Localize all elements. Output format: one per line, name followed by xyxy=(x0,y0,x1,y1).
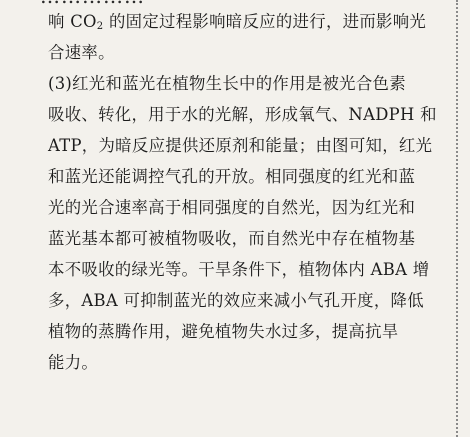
text-line-5: ATP，为暗反应提供还原剂和能量；由图可知，红光 xyxy=(48,136,433,155)
text-line-3: (3)红光和蓝光在植物生长中的作用是被光合色素 xyxy=(48,74,406,93)
text-line-7: 光的光合速率高于相同强度的自然光，因为红光和 xyxy=(48,198,416,217)
text-line-11: 植物的蒸腾作用，避免植物失水过多，提高抗旱 xyxy=(48,322,399,341)
text-line-10: 多，ABA 可抑制蓝光的效应来减小气孔开度，降低 xyxy=(48,291,424,310)
dotted-margin-rule xyxy=(456,0,458,437)
text-line-8: 蓝光基本都可被植物吸收，而自然光中存在植物基 xyxy=(48,229,416,248)
text-line-9: 本不吸收的绿光等。干旱条件下，植物体内 ABA 增 xyxy=(48,260,430,279)
text-line-1-post: 的固定过程影响暗反应的进行，进而影响光 xyxy=(103,12,427,31)
text-line-6: 和蓝光还能调控气孔的开放。相同强度的红光和蓝 xyxy=(48,167,416,186)
text-line-12: 能力。 xyxy=(48,353,99,372)
answer-text-block xyxy=(48,6,446,378)
text-line-1-pre: 响 CO xyxy=(48,12,97,31)
text-line-1 xyxy=(48,6,446,37)
text-line-2: 合速率。 xyxy=(48,43,115,62)
text-line-4: 吸收、转化，用于水的光解，形成氧气、NADPH 和 xyxy=(48,105,437,124)
co2-subscript: 2 xyxy=(96,21,104,32)
